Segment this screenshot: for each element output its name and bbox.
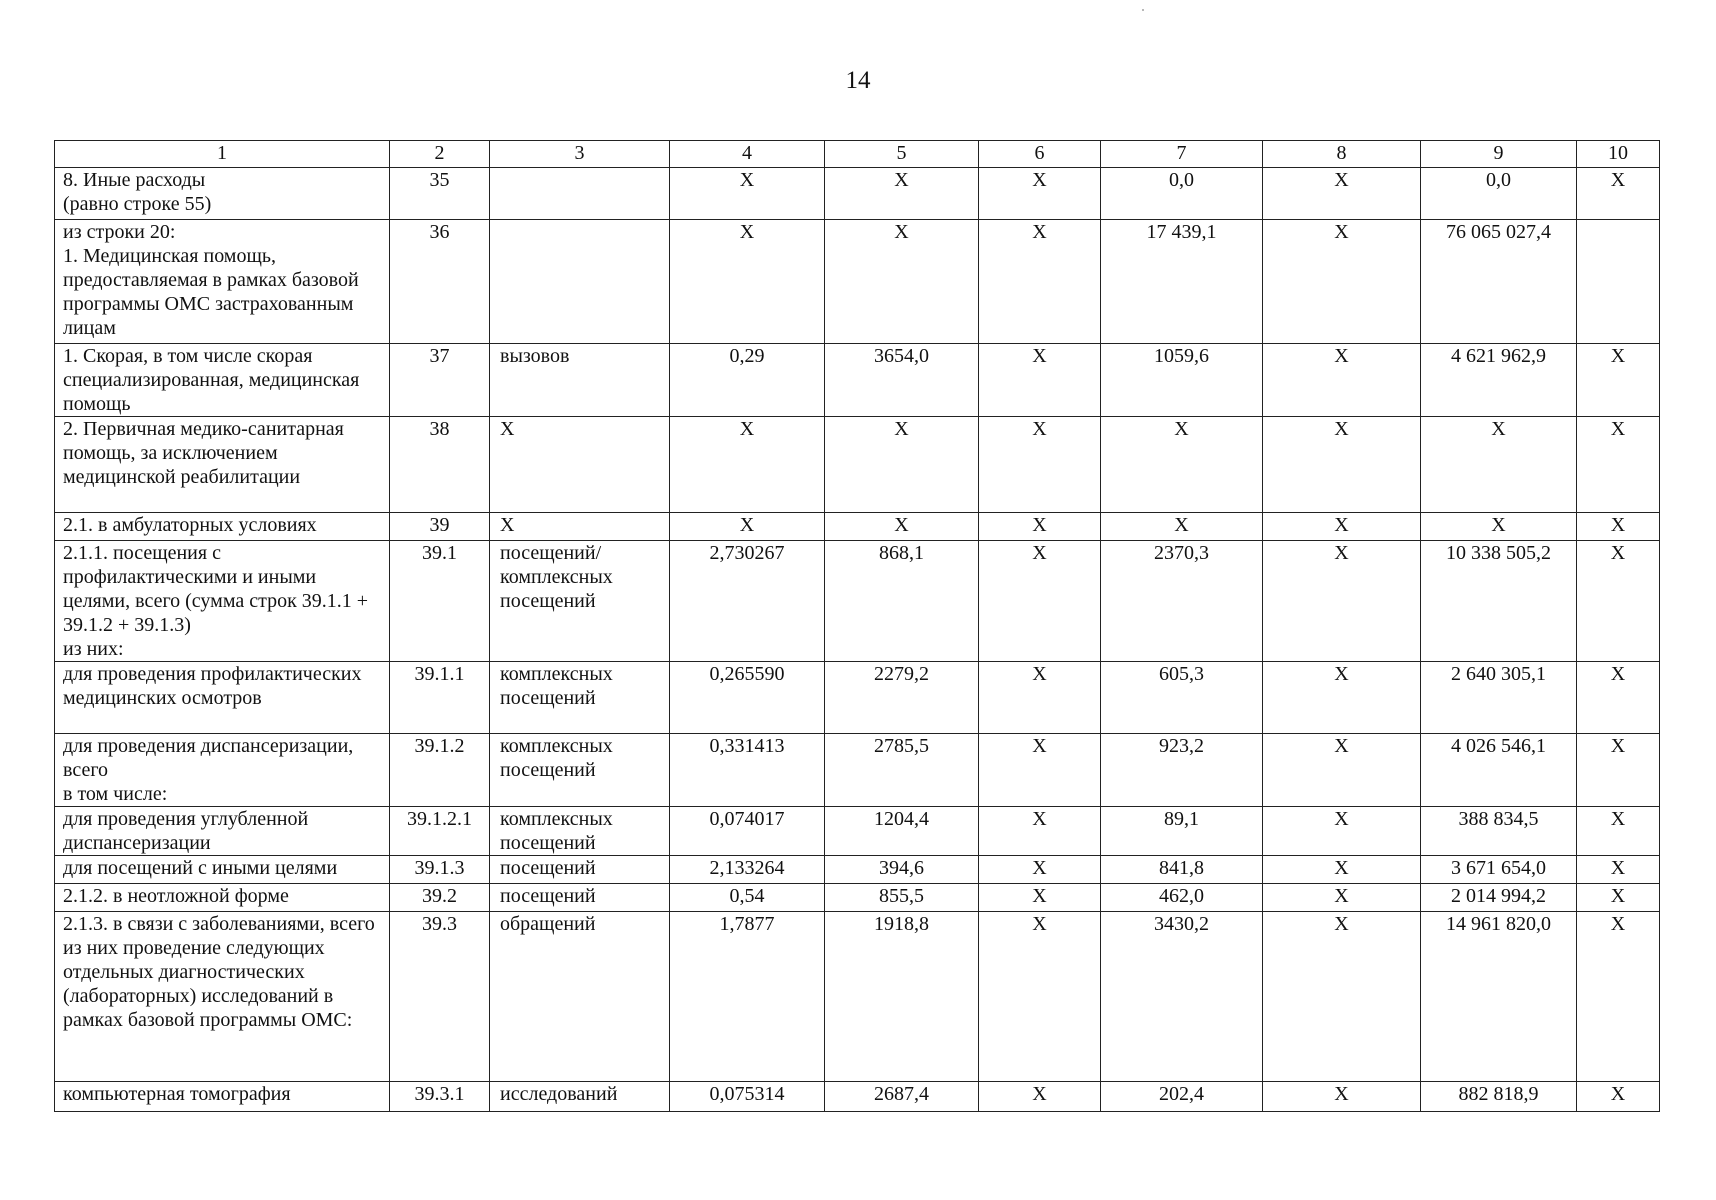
- row-description: для проведения профилактических медицинских осмотров: [55, 662, 390, 734]
- row-description: 2.1.3. в связи с заболеваниями, всего из них проведение следующих отдельных диагностических (лабораторных) исследований в рамках базовой программы ОМС:: [55, 912, 390, 1082]
- row-value: 0,29: [670, 344, 825, 417]
- table-row: [55, 513, 1660, 541]
- table-row: [55, 168, 1660, 220]
- column-number: 6: [979, 141, 1101, 168]
- page-number: 14: [845, 67, 871, 94]
- row-number: 39.3: [390, 912, 490, 1082]
- row-value: X: [1263, 168, 1421, 220]
- row-value: X: [1577, 912, 1660, 1082]
- row-number: 36: [390, 220, 490, 344]
- row-value: X: [979, 168, 1101, 220]
- row-value: X: [1263, 344, 1421, 417]
- row-value: X: [1263, 884, 1421, 912]
- column-number: 7: [1101, 141, 1263, 168]
- column-number: 4: [670, 141, 825, 168]
- row-value: X: [1577, 168, 1660, 220]
- row-value: 0,075314: [670, 1082, 825, 1112]
- row-value: 0,074017: [670, 807, 825, 856]
- row-value: X: [979, 513, 1101, 541]
- row-value: 841,8: [1101, 856, 1263, 884]
- row-value: 605,3: [1101, 662, 1263, 734]
- row-value: 202,4: [1101, 1082, 1263, 1112]
- row-value: X: [1101, 513, 1263, 541]
- row-value: 10 338 505,2: [1421, 541, 1577, 662]
- row-unit: посещений/ комплексных посещений: [490, 541, 670, 662]
- row-value: 923,2: [1101, 734, 1263, 807]
- row-unit: вызовов: [490, 344, 670, 417]
- row-value: 1059,6: [1101, 344, 1263, 417]
- row-value: 882 818,9: [1421, 1082, 1577, 1112]
- row-description: для проведения диспансеризации, всего в том числе:: [55, 734, 390, 807]
- row-unit: комплексных посещений: [490, 734, 670, 807]
- column-number: 10: [1577, 141, 1660, 168]
- data-table: [54, 140, 1660, 1112]
- row-value: 2279,2: [825, 662, 979, 734]
- row-value: X: [1263, 662, 1421, 734]
- row-value: X: [979, 1082, 1101, 1112]
- row-unit: посещений: [490, 884, 670, 912]
- row-value: 3430,2: [1101, 912, 1263, 1082]
- row-value: 0,54: [670, 884, 825, 912]
- row-value: 0,0: [1101, 168, 1263, 220]
- row-value: X: [1577, 807, 1660, 856]
- row-value: 868,1: [825, 541, 979, 662]
- row-value: X: [1577, 662, 1660, 734]
- row-value: 394,6: [825, 856, 979, 884]
- row-value: X: [1577, 541, 1660, 662]
- row-value: X: [1263, 912, 1421, 1082]
- row-value: X: [1577, 344, 1660, 417]
- row-value: X: [1577, 417, 1660, 513]
- row-value: X: [1263, 734, 1421, 807]
- row-value: 0,265590: [670, 662, 825, 734]
- scan-artifact: [1142, 9, 1144, 11]
- row-value: X: [670, 168, 825, 220]
- row-value: 855,5: [825, 884, 979, 912]
- row-value: 1,7877: [670, 912, 825, 1082]
- row-value: X: [1577, 1082, 1660, 1112]
- row-unit: исследований: [490, 1082, 670, 1112]
- row-value: X: [979, 807, 1101, 856]
- row-value: 0,0: [1421, 168, 1577, 220]
- row-value: X: [1263, 513, 1421, 541]
- column-number: 9: [1421, 141, 1577, 168]
- row-description: компьютерная томография: [55, 1082, 390, 1112]
- row-value: X: [670, 220, 825, 344]
- row-value: 2785,5: [825, 734, 979, 807]
- row-description: 8. Иные расходы (равно строке 55): [55, 168, 390, 220]
- row-value: 462,0: [1101, 884, 1263, 912]
- row-value: X: [825, 513, 979, 541]
- row-value: X: [1421, 417, 1577, 513]
- row-value: X: [979, 884, 1101, 912]
- row-value: X: [825, 168, 979, 220]
- row-number: 39.3.1: [390, 1082, 490, 1112]
- row-value: X: [1101, 417, 1263, 513]
- row-unit: X: [490, 513, 670, 541]
- column-number: 3: [490, 141, 670, 168]
- row-value: X: [1263, 1082, 1421, 1112]
- table-row: [55, 734, 1660, 807]
- table-row: [55, 662, 1660, 734]
- row-value: 388 834,5: [1421, 807, 1577, 856]
- row-number: 35: [390, 168, 490, 220]
- row-description: для посещений с иными целями: [55, 856, 390, 884]
- row-value: X: [1421, 513, 1577, 541]
- row-value: 4 026 546,1: [1421, 734, 1577, 807]
- row-number: 39.1.3: [390, 856, 490, 884]
- row-value: X: [1577, 734, 1660, 807]
- row-description: 2.1. в амбулаторных условиях: [55, 513, 390, 541]
- column-number: 1: [55, 141, 390, 168]
- row-value: 1204,4: [825, 807, 979, 856]
- row-value: X: [979, 417, 1101, 513]
- row-value: X: [1263, 856, 1421, 884]
- row-value: 2370,3: [1101, 541, 1263, 662]
- row-value: X: [979, 856, 1101, 884]
- row-value: X: [1263, 417, 1421, 513]
- column-number: 5: [825, 141, 979, 168]
- row-value: 3 671 654,0: [1421, 856, 1577, 884]
- row-description: 2.1.2. в неотложной форме: [55, 884, 390, 912]
- row-number: 39: [390, 513, 490, 541]
- row-value: 0,331413: [670, 734, 825, 807]
- row-value: X: [1263, 807, 1421, 856]
- row-value: 89,1: [1101, 807, 1263, 856]
- row-unit: X: [490, 417, 670, 513]
- row-value: 14 961 820,0: [1421, 912, 1577, 1082]
- row-value: X: [670, 513, 825, 541]
- table-row: [55, 856, 1660, 884]
- row-number: 37: [390, 344, 490, 417]
- row-value: X: [979, 912, 1101, 1082]
- row-value: X: [979, 344, 1101, 417]
- row-description: из строки 20: 1. Медицинская помощь, предоставляемая в рамках базовой программы ОМС застрахованным лицам: [55, 220, 390, 344]
- row-description: 1. Скорая, в том числе скорая специализированная, медицинская помощь: [55, 344, 390, 417]
- row-unit: [490, 220, 670, 344]
- row-value: 76 065 027,4: [1421, 220, 1577, 344]
- row-number: 39.1: [390, 541, 490, 662]
- row-value: X: [1577, 884, 1660, 912]
- row-unit: посещений: [490, 856, 670, 884]
- row-number: 39.2: [390, 884, 490, 912]
- table-row: [55, 1082, 1660, 1112]
- row-number: 39.1.2.1: [390, 807, 490, 856]
- table-row: [55, 807, 1660, 856]
- table-row: [55, 417, 1660, 513]
- row-value: X: [1263, 220, 1421, 344]
- row-value: X: [1263, 541, 1421, 662]
- row-description: для проведения углубленной диспансеризации: [55, 807, 390, 856]
- row-value: 4 621 962,9: [1421, 344, 1577, 417]
- row-number: 39.1.2: [390, 734, 490, 807]
- row-description: 2.1.1. посещения с профилактическими и иными целями, всего (сумма строк 39.1.1 + 39.1.2 + 39.1.3) из них:: [55, 541, 390, 662]
- row-value: X: [979, 734, 1101, 807]
- row-value: 2687,4: [825, 1082, 979, 1112]
- row-unit: обращений: [490, 912, 670, 1082]
- row-value: [1577, 220, 1660, 344]
- table-row: [55, 344, 1660, 417]
- row-unit: [490, 168, 670, 220]
- row-number: 39.1.1: [390, 662, 490, 734]
- row-value: 1918,8: [825, 912, 979, 1082]
- table-row: [55, 220, 1660, 344]
- column-number-row: [55, 141, 1660, 168]
- column-number: 2: [390, 141, 490, 168]
- table-row: [55, 541, 1660, 662]
- row-value: 2,133264: [670, 856, 825, 884]
- row-value: 3654,0: [825, 344, 979, 417]
- row-value: X: [825, 417, 979, 513]
- row-value: X: [979, 220, 1101, 344]
- row-number: 38: [390, 417, 490, 513]
- row-unit: комплексных посещений: [490, 662, 670, 734]
- row-unit: комплексных посещений: [490, 807, 670, 856]
- row-value: X: [670, 417, 825, 513]
- row-value: X: [979, 662, 1101, 734]
- table-row: [55, 884, 1660, 912]
- row-value: X: [979, 541, 1101, 662]
- row-value: 2 014 994,2: [1421, 884, 1577, 912]
- table-body: [55, 168, 1660, 1112]
- row-value: 17 439,1: [1101, 220, 1263, 344]
- row-value: X: [1577, 513, 1660, 541]
- column-number: 8: [1263, 141, 1421, 168]
- row-value: 2,730267: [670, 541, 825, 662]
- table-row: [55, 912, 1660, 1082]
- row-value: 2 640 305,1: [1421, 662, 1577, 734]
- row-description: 2. Первичная медико-санитарная помощь, за исключением медицинской реабилитации: [55, 417, 390, 513]
- row-value: X: [825, 220, 979, 344]
- row-value: X: [1577, 856, 1660, 884]
